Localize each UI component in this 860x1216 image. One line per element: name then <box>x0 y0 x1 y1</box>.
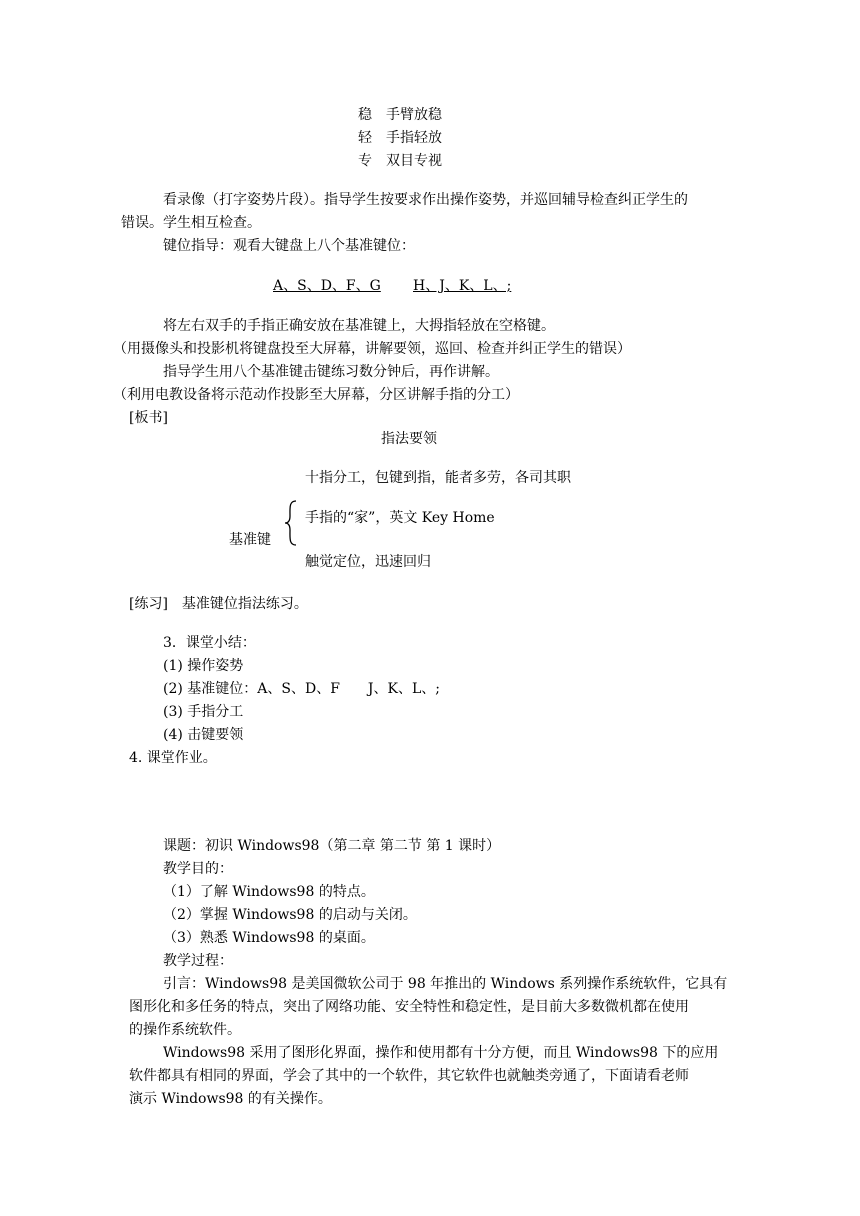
para-video-1: 看录像（打字姿势片段）。指导学生按要求作出操作姿势，并巡回辅导检查纠正学生的 <box>163 192 688 208</box>
gui-line-2: 软件都具有相同的界面，学会了其中的一个软件，其它软件也就触类旁通了，下面请看老师 <box>129 1068 689 1084</box>
board-brace-label: 基准键 <box>229 532 271 548</box>
summary-item-4: (4) 击键要领 <box>163 727 244 743</box>
keys-left: A、S、D、F、G <box>273 278 381 294</box>
summary-item-3: (3) 手指分工 <box>163 704 244 720</box>
summary-item-2: (2) 基准键位：A、S、D、F J、K、L、; <box>163 681 441 697</box>
para-practice: 指导学生用八个基准键击键练习数分钟后，再作讲解。 <box>163 364 499 380</box>
process-title: 教学过程： <box>163 953 233 969</box>
para-video-2: 错误。学生相互检查。 <box>121 215 261 231</box>
intro-line-2: 图形化和多任务的特点，突出了网络功能、安全特性和稳定性，是目前大多数微机都在使用 <box>129 999 689 1015</box>
para-place: 将左右双手的手指正确安放在基准键上，大拇指轻放在空格键。 <box>163 318 555 334</box>
motto-line-2: 轻 手指轻放 <box>358 130 442 146</box>
goals-title: 教学目的： <box>163 861 233 877</box>
board-line-2: 手指的“家”，英文 Key Home <box>305 510 495 526</box>
homework: 4. 课堂作业。 <box>129 750 217 766</box>
goal-item-3: （3）熟悉 Windows98 的桌面。 <box>163 930 375 946</box>
gui-line-3: 演示 Windows98 的有关操作。 <box>129 1091 332 1107</box>
goal-item-2: （2）掌握 Windows98 的启动与关闭。 <box>163 907 417 923</box>
intro-line-3: 的操作系统软件。 <box>129 1022 241 1038</box>
goal-item-1: （1）了解 Windows98 的特点。 <box>163 884 375 900</box>
exercise: [练习] 基准键位指法练习。 <box>129 596 308 612</box>
lesson-title: 课题：初识 Windows98（第二章 第二节 第 1 课时） <box>163 838 501 854</box>
board-title: 指法要领 <box>381 431 437 447</box>
summary-title: 3．课堂小结： <box>163 635 256 651</box>
gui-line-1: Windows98 采用了图形化界面，操作和使用都有十分方便，而且 Windows98 下的应用 <box>163 1045 719 1061</box>
intro-line-1: 引言：Windows98 是美国微软公司于 98 年推出的 Windows 系列操作系统软件，它具有 <box>163 976 728 992</box>
key-guide: 键位指导：观看大键盘上八个基准键位： <box>163 238 415 254</box>
board-line-1: 十指分工，包键到指，能者多劳，各司其职 <box>305 470 571 486</box>
curly-brace-icon <box>284 500 298 546</box>
board-line-3: 触觉定位，迅速回归 <box>305 554 431 570</box>
motto-line-1: 稳 手臂放稳 <box>358 107 442 123</box>
motto-line-3: 专 双目专视 <box>358 153 442 169</box>
summary-item-1: (1) 操作姿势 <box>163 658 244 674</box>
note-projector: （利用电教设备将示范动作投影至大屏幕，分区讲解手指的分工） <box>113 387 519 403</box>
keys-right: H、J、K、L、; <box>413 278 512 294</box>
note-camera: （用摄像头和投影机将键盘投至大屏幕，讲解要领，巡回、检查并纠正学生的错误） <box>113 341 631 357</box>
board-label: [板书] <box>129 410 168 426</box>
